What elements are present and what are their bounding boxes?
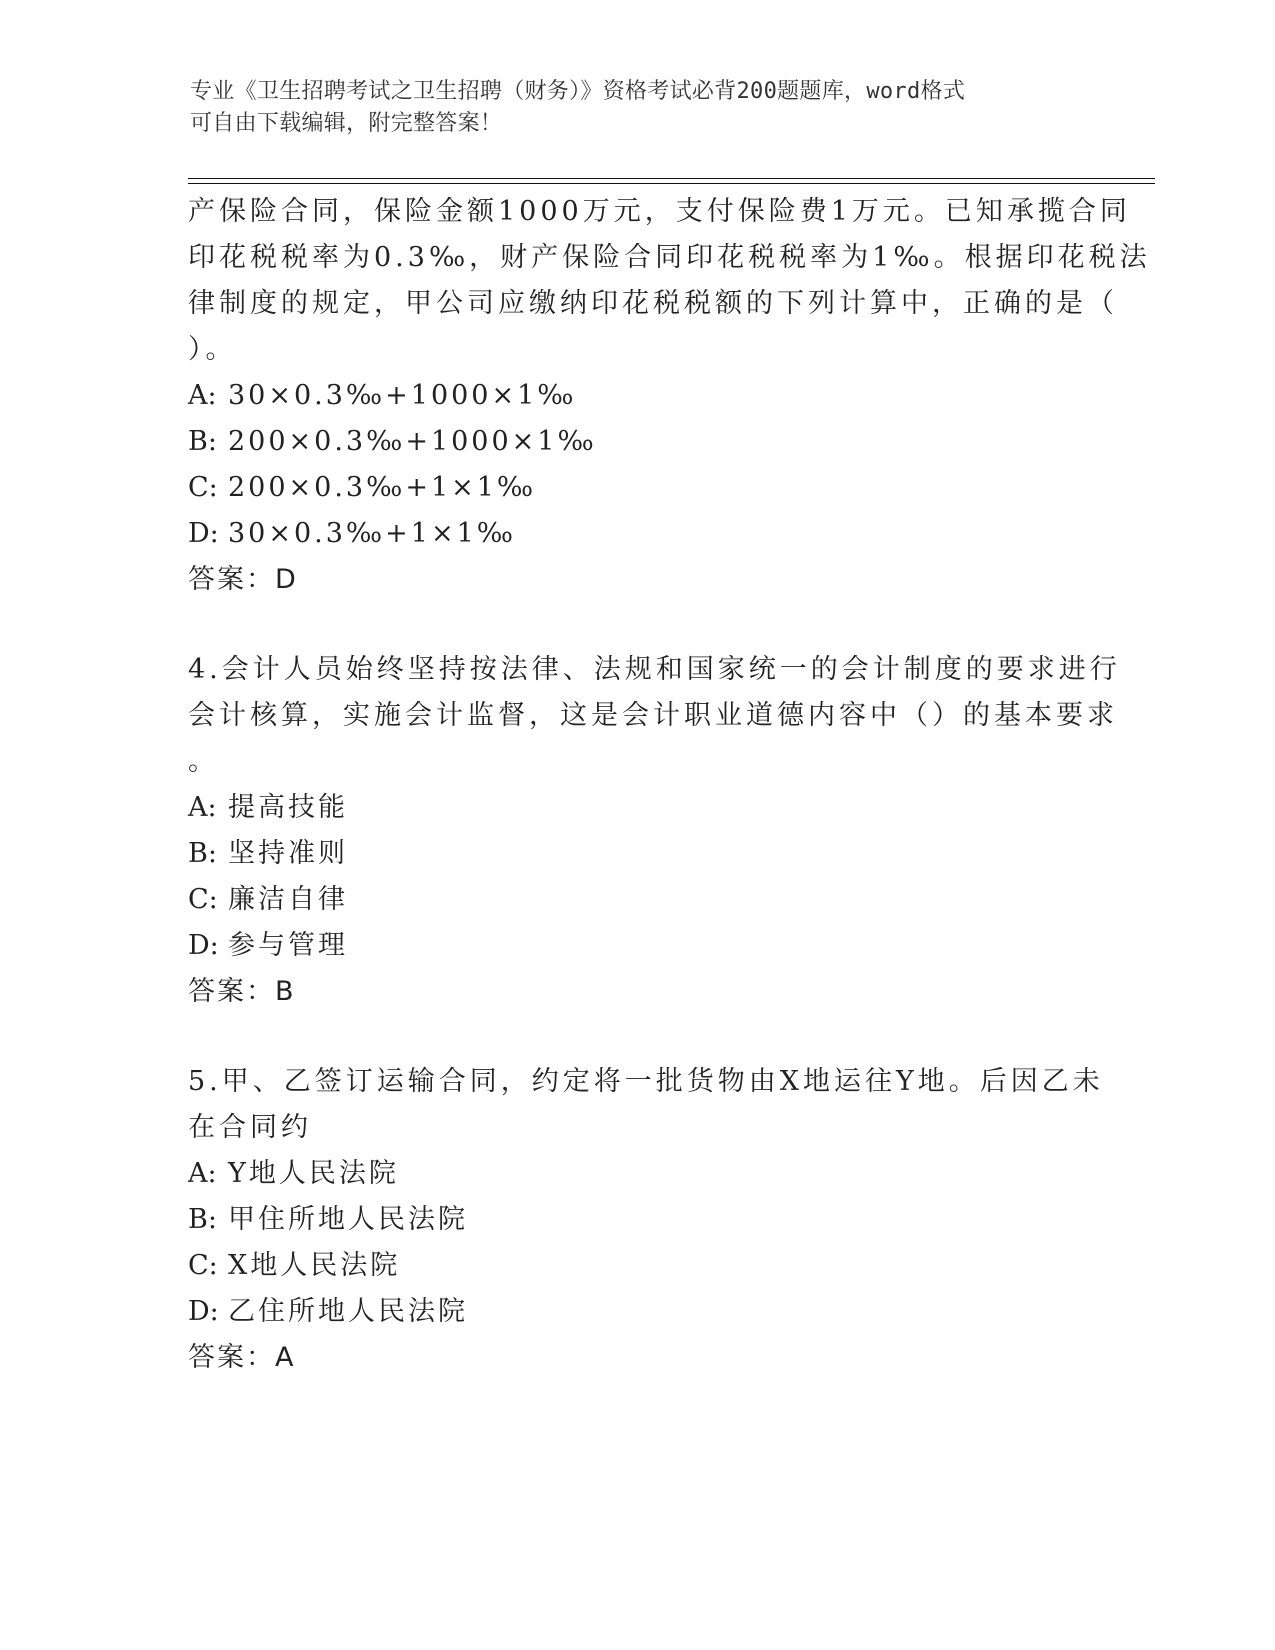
question-4 xyxy=(188,647,1121,1015)
option-letter: A: xyxy=(188,380,217,411)
option-letter: C: xyxy=(188,472,218,503)
option-a xyxy=(188,785,1088,831)
question-text-line: 产保险合同，保险金额1000万元，支付保险费1万元。已知承揽合同 xyxy=(188,196,1131,227)
option-d xyxy=(188,1289,1088,1335)
option-text: 廉洁自律 xyxy=(228,884,348,915)
question-text-line: 5.甲、乙签订运输合同，约定将一批货物由X地运往Y地。后因乙未 xyxy=(188,1066,1104,1097)
header-divider-top xyxy=(188,178,1155,179)
question-text-line: 印花税税率为0.3‰，财产保险合同印花税税率为1‰。根据印花税法 xyxy=(188,242,1151,273)
answer-line: 答案：A xyxy=(188,1342,296,1373)
option-letter: D: xyxy=(188,930,219,961)
question-text-line: 律制度的规定，甲公司应缴纳印花税税额的下列计算中，正确的是（ xyxy=(188,288,1118,319)
option-text: 200×0.3‰+1000×1‰ xyxy=(228,426,597,457)
option-letter: D: xyxy=(188,1296,219,1327)
option-text: 30×0.3‰+1000×1‰ xyxy=(228,380,577,411)
question-text-line: 4.会计人员始终坚持按法律、法规和国家统一的会计制度的要求进行 xyxy=(188,654,1121,685)
option-text: Y地人民法院 xyxy=(228,1158,399,1189)
option-letter: C: xyxy=(188,884,218,915)
question-5 xyxy=(188,1059,1104,1381)
option-text: X地人民法院 xyxy=(228,1250,401,1281)
spacer xyxy=(188,603,1088,647)
option-a xyxy=(188,373,1088,419)
option-letter: B: xyxy=(188,1204,217,1235)
option-c xyxy=(188,1243,1088,1289)
answer-line: 答案：D xyxy=(188,564,298,595)
question-text-line: 。 xyxy=(188,746,219,777)
option-d xyxy=(188,511,1088,557)
option-text: 200×0.3‰+1×1‰ xyxy=(228,472,537,503)
spacer xyxy=(188,1015,1088,1059)
question-text-line: ）。 xyxy=(188,334,237,365)
option-b xyxy=(188,1197,1088,1243)
option-letter: B: xyxy=(188,426,217,457)
option-letter: D: xyxy=(188,518,219,549)
option-b xyxy=(188,419,1088,465)
option-text: 甲住所地人民法院 xyxy=(228,1204,468,1235)
option-b xyxy=(188,831,1088,877)
option-c xyxy=(188,877,1088,923)
header-divider-bottom xyxy=(188,183,1155,184)
question-text-line: 在合同约 xyxy=(188,1112,312,1143)
answer-line: 答案：B xyxy=(188,976,296,1007)
option-letter: C: xyxy=(188,1250,218,1281)
option-text: 30×0.3‰+1×1‰ xyxy=(228,518,516,549)
question-3 xyxy=(188,189,1151,603)
header-line-2: 可自由下载编辑，附完整答案！ xyxy=(190,111,503,136)
option-d xyxy=(188,923,1088,969)
document-body xyxy=(188,189,1151,1381)
option-letter: A: xyxy=(188,792,217,823)
option-a xyxy=(188,1151,1088,1197)
option-text: 坚持准则 xyxy=(228,838,348,869)
option-c xyxy=(188,465,1088,511)
question-text-line: 会计核算，实施会计监督，这是会计职业道德内容中（）的基本要求 xyxy=(188,700,1118,731)
option-text: 参与管理 xyxy=(228,930,348,961)
document-header xyxy=(190,76,1090,140)
option-text: 提高技能 xyxy=(228,792,348,823)
option-text: 乙住所地人民法院 xyxy=(228,1296,468,1327)
option-letter: A: xyxy=(188,1158,217,1189)
option-letter: B: xyxy=(188,838,217,869)
header-line-1: 专业《卫生招聘考试之卫生招聘（财务）》资格考试必背200题题库，word格式 xyxy=(190,79,966,104)
